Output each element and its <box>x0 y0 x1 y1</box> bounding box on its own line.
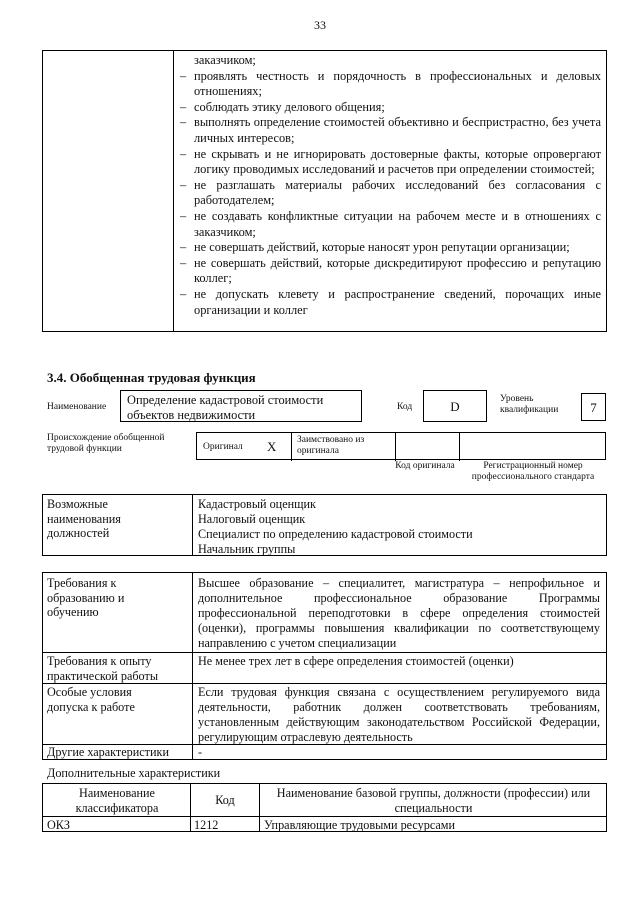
list-item: – соблюдать этику делового общения; <box>180 99 385 114</box>
education-value: Высшее образование – специалитет, магистратура – непрофильное и дополнительное профессиональное образование Программы профессиональной переподготовки в сфере определения стоимостей (оценки), программы повышения квалификации по соответствующему направлению с учетом специализации <box>198 576 600 650</box>
code-label: Код <box>397 402 413 412</box>
duties-list <box>180 53 601 318</box>
list-item: Кадастровый оценщик <box>198 497 316 511</box>
positions-table <box>42 494 607 556</box>
origin-label: Происхождение обобщенной трудовой функции <box>47 433 165 454</box>
list-item: Налоговый оценщик <box>198 512 306 526</box>
table-header: Код <box>215 793 235 807</box>
experience-value: Не менее трех лет в сфере определения стоимостей (оценки) <box>198 654 514 668</box>
name-value: Определение кадастровой стоимости объектов недвижимости <box>120 390 362 422</box>
requirements-table <box>42 572 607 760</box>
note-registration: Регистрационный номер профессионального стандарта <box>471 461 595 482</box>
list-item: – не разглашать материалы рабочих исследований без согласования с работодателем; <box>180 177 601 208</box>
list-item: – не допускать клевету и распространение сведений, порочащих иные организации и коллег <box>180 286 601 317</box>
list-item: – проявлять честность и порядочность в профессиональных и деловых отношениях; <box>180 68 601 99</box>
table-header: Наименование базовой группы, должности (профессии) или специальности <box>276 786 591 815</box>
origin-table <box>196 432 606 460</box>
education-label: Требования к образованию и обучению <box>47 576 125 619</box>
page-number: 33 <box>314 18 326 32</box>
borrowed-label: Заимствовано из оригинала <box>297 435 365 456</box>
list-item: – выполнять определение стоимостей объективно и беспристрастно, без учета личных интересов; <box>180 115 601 145</box>
original-mark: X <box>267 439 277 454</box>
positions-list <box>198 497 600 557</box>
table-header: Наименование классификатора <box>75 786 159 815</box>
other-value: - <box>198 745 203 759</box>
list-item: – не создавать конфликтные ситуации на рабочем месте и в отношениях с заказчиком; <box>180 208 601 239</box>
conditions-label: Особые условия допуска к работе <box>47 685 135 714</box>
list-item: Специалист по определению кадастровой стоимости <box>198 527 473 541</box>
other-label: Другие характеристики <box>47 745 169 759</box>
positions-label: Возможные наименования должностей <box>47 497 121 540</box>
list-item: – не скрывать и не игнорировать достоверные факты, которые опровергают логику проводимых исследований и расчетов при определении стоимостей; <box>180 146 601 177</box>
conditions-value: Если трудовая функция связана с осуществлением регулируемого вида деятельности, работник должен соответствовать требованиям, установленным действующим законодательством Российской Федерации, регулирующим отраслевую деятельность <box>198 685 600 744</box>
original-label: Оригинал <box>203 442 243 452</box>
list-item: заказчиком; <box>194 53 256 67</box>
additional-table <box>42 783 607 832</box>
level-label: Уровень квалификации <box>500 394 559 415</box>
table-cell: 1212 <box>194 818 219 832</box>
note-code: Код оригинала <box>395 461 455 471</box>
table-cell: ОКЗ <box>47 818 71 832</box>
level-value: 7 <box>581 393 606 421</box>
list-item: – не совершать действий, которые дискредитируют профессию и репутацию коллег; <box>180 255 601 286</box>
list-item: – не совершать действий, которые наносят урон репутации организации; <box>180 240 570 255</box>
additional-title: Дополнительные характеристики <box>47 766 221 780</box>
experience-label: Требования к опыту практической работы <box>47 654 159 683</box>
name-label: Наименование <box>47 402 107 412</box>
section-title: 3.4. Обобщенная трудовая функция <box>47 370 256 385</box>
continuation-table <box>42 50 607 332</box>
code-value: D <box>423 390 487 422</box>
table-cell: Управляющие трудовыми ресурсами <box>264 818 456 832</box>
list-item: Начальник группы <box>198 542 296 556</box>
